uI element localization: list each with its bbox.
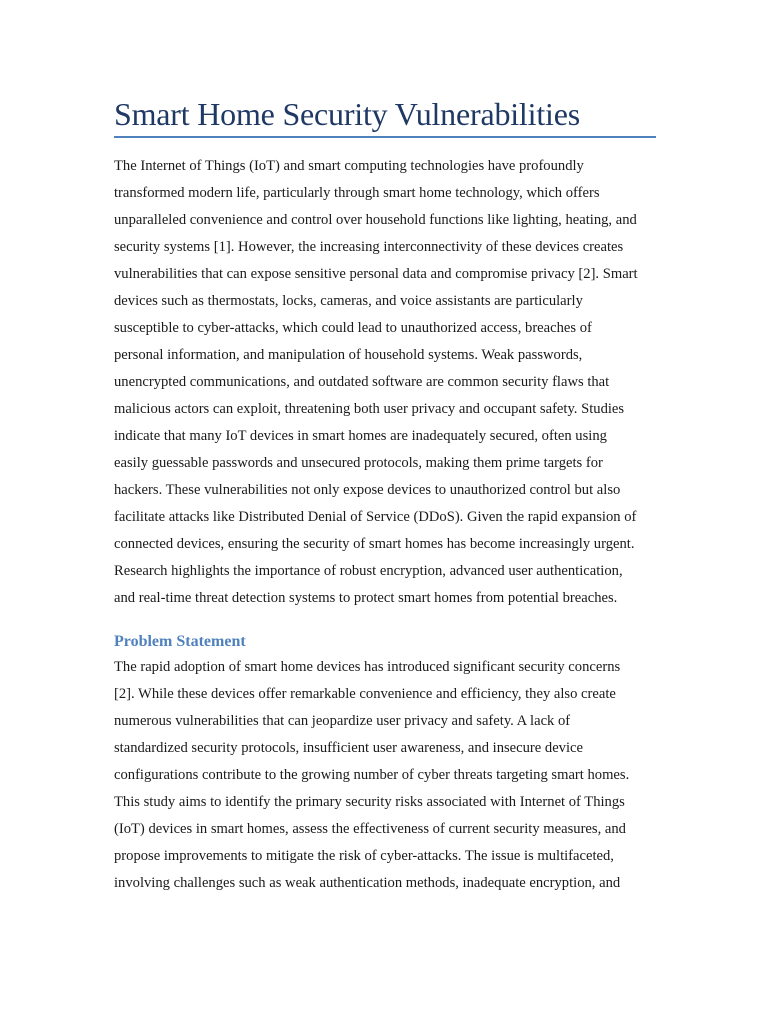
problem-line: [2]. While these devices offer remarkable convenience and efficiency, they also create [114, 686, 616, 702]
problem-statement-paragraph [114, 654, 656, 897]
intro-line: easily guessable passwords and unsecured protocols, making them prime targets for [114, 455, 603, 471]
problem-line: This study aims to identify the primary security risks associated with Internet of Things [114, 794, 625, 810]
intro-line: Research highlights the importance of robust encryption, advanced user authentication, [114, 563, 623, 579]
intro-line: transformed modern life, particularly through smart home technology, which offers [114, 185, 600, 201]
intro-line: malicious actors can exploit, threatening both user privacy and occupant safety. Studies [114, 401, 625, 417]
intro-line: susceptible to cyber-attacks, which could lead to unauthorized access, breaches of [114, 320, 592, 336]
problem-line: propose improvements to mitigate the risk of cyber-attacks. The issue is multifaceted, [114, 848, 614, 864]
problem-line: (IoT) devices in smart homes, assess the effectiveness of current security measures, and [114, 821, 626, 837]
problem-statement-heading: Problem Statement [114, 633, 246, 650]
document-page [114, 96, 656, 897]
intro-line: connected devices, ensuring the security of smart homes has become increasingly urgent. [114, 536, 635, 552]
intro-line: personal information, and manipulation of household systems. Weak passwords, [114, 347, 583, 363]
intro-line: facilitate attacks like Distributed Denial of Service (DDoS). Given the rapid expansion of [114, 509, 637, 525]
document-title: Smart Home Security Vulnerabilities [114, 96, 580, 132]
intro-line: devices such as thermostats, locks, cameras, and voice assistants are particularly [114, 293, 583, 309]
intro-paragraph [114, 153, 656, 612]
problem-line: standardized security protocols, insufficient user awareness, and insecure device [114, 740, 583, 756]
intro-line: unparalleled convenience and control over household functions like lighting, heating, and [114, 212, 637, 228]
intro-line: unencrypted communications, and outdated software are common security flaws that [114, 374, 610, 390]
intro-line: vulnerabilities that can expose sensitive personal data and compromise privacy [2]. Smart [114, 266, 638, 282]
intro-line: hackers. These vulnerabilities not only expose devices to unauthorized control but also [114, 482, 621, 498]
problem-line: involving challenges such as weak authentication methods, inadequate encryption, and [114, 875, 621, 891]
intro-line: security systems [1]. However, the increasing interconnectivity of these devices creates [114, 239, 624, 255]
intro-line: indicate that many IoT devices in smart homes are inadequately secured, often using [114, 428, 607, 444]
intro-line: and real-time threat detection systems to protect smart homes from potential breaches. [114, 590, 618, 606]
problem-line: numerous vulnerabilities that can jeopardize user privacy and safety. A lack of [114, 713, 571, 729]
intro-line: The Internet of Things (IoT) and smart computing technologies have profoundly [114, 158, 584, 174]
problem-line: The rapid adoption of smart home devices has introduced significant security concerns [114, 659, 621, 675]
title-underline-rule [114, 136, 656, 138]
problem-line: configurations contribute to the growing number of cyber threats targeting smart homes. [114, 767, 630, 783]
